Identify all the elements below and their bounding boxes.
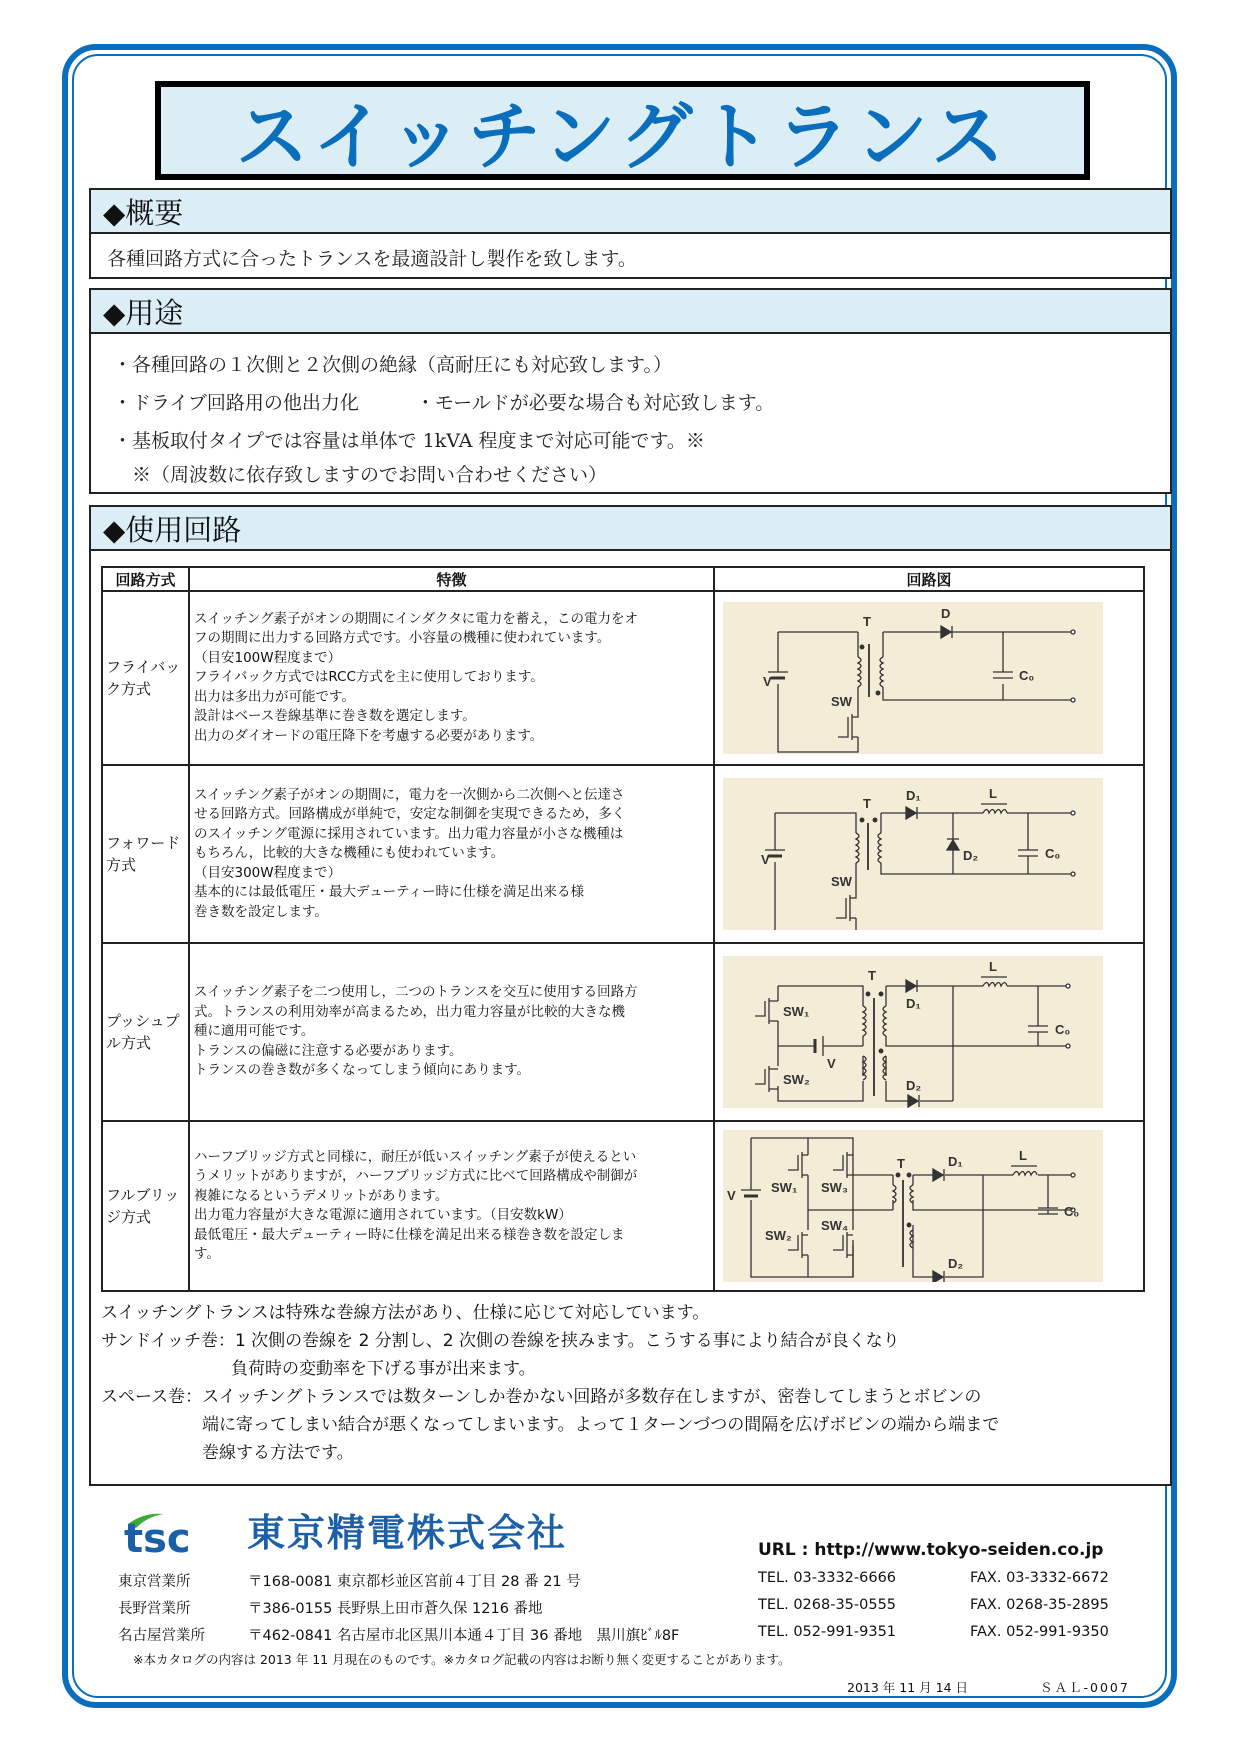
diode-d1-symbol xyxy=(906,980,917,992)
label-D: D xyxy=(941,606,951,621)
label-V: V xyxy=(763,674,772,689)
forward-circuit-diagram xyxy=(723,778,1103,930)
company-url-link[interactable]: URL : http://www.tokyo-seiden.co.jp xyxy=(758,1540,1104,1560)
feature-line: せる回路方式。回路構成が単純で，安定な制御を実現できるため，多く xyxy=(194,806,626,823)
mosfet-sw1-symbol xyxy=(755,998,778,1024)
note-line: 端に寄ってしまい結合が悪くなってしまいます。よって１ターンづつの間隔を広げボビンの端から端まで xyxy=(202,1415,1000,1435)
method-cell: プッシュプル方式 xyxy=(102,943,189,1121)
feature-line: す。 xyxy=(194,1246,220,1262)
diagram-cell xyxy=(714,765,1144,943)
label-SW2: SW₂ xyxy=(783,1072,810,1087)
features-cell xyxy=(189,591,714,765)
output-terminal xyxy=(1071,811,1075,815)
feature-line: スイッチング素子を二つ使用し，二つのトランスを交互に使用する回路方 xyxy=(194,984,638,1001)
winding-notes xyxy=(101,1299,999,1467)
label-Co: C₀ xyxy=(1064,1204,1080,1219)
logo-text: tsc xyxy=(124,1516,191,1554)
label-L: L xyxy=(1019,1148,1027,1163)
label-L: L xyxy=(989,959,997,974)
table-row-forward xyxy=(102,765,1144,943)
inductor-symbol xyxy=(981,804,1007,813)
diode-d1-symbol xyxy=(906,807,917,819)
office-name: 東京営業所 xyxy=(118,1574,191,1590)
method-cell: フルブリッジ方式 xyxy=(102,1121,189,1291)
mosfet-sw3-symbol xyxy=(833,1152,853,1178)
table-header-row xyxy=(102,567,1144,591)
transformer-symbol xyxy=(856,818,881,870)
wiring xyxy=(778,986,1071,1101)
title-box xyxy=(155,81,1090,180)
feature-line: 種に適用可能です。 xyxy=(194,1023,315,1040)
method-cell: フォワード方式 xyxy=(102,765,189,943)
company-name: 東京精電株式会社 xyxy=(247,1511,568,1555)
diagram-cell xyxy=(714,591,1144,765)
office-fax: FAX. 052-991-9350 xyxy=(970,1624,1109,1640)
label-SW1: SW₁ xyxy=(783,1004,810,1019)
wiring xyxy=(778,632,1073,752)
label-SW3: SW₃ xyxy=(821,1180,848,1195)
catalog-disclaimer: ※本カタログの内容は 2013 年 11 月現在のものです。※カタログ記載の内容はお断り無く変更することがあります。 xyxy=(133,1652,791,1667)
method-cell: フライバック方式 xyxy=(102,591,189,765)
transformer-symbol xyxy=(893,1173,913,1267)
table-row-flyback xyxy=(102,591,1144,765)
uses-heading: ◆用途 xyxy=(89,288,1172,334)
feature-line: （目安300W程度まで） xyxy=(194,864,342,881)
battery-symbol xyxy=(741,1190,761,1196)
note-line: スペース巻：スイッチングトランスでは数ターンしか巻かない回路が多数存在しますが、密巻してしまうとボビンの xyxy=(101,1387,982,1407)
label-SW4: SW₄ xyxy=(821,1218,849,1233)
diode-d2-symbol xyxy=(933,1271,944,1282)
feature-line: スイッチング素子がオンの期間にインダクタに電力を蓄え，この電力をオ xyxy=(194,610,639,627)
feature-line: （目安100W程度まで） xyxy=(194,649,342,666)
uses-line: ・各種回路の１次側と２次側の絶縁（高耐圧にも対応致します。） xyxy=(113,354,672,376)
office-fax: FAX. 0268-35-2895 xyxy=(970,1597,1109,1613)
output-terminal xyxy=(1071,630,1075,634)
wiring xyxy=(775,813,1073,930)
mosfet-sw1-symbol xyxy=(788,1152,808,1178)
note-line: 巻線する方法です。 xyxy=(202,1443,354,1463)
feature-line: トランスの巻き数が多くなってしまう傾向にあります。 xyxy=(194,1062,531,1079)
uses-body xyxy=(89,334,1172,494)
feature-line: うメリットがありますが，ハーフブリッジ方式に比べて回路構成や制御が xyxy=(194,1168,638,1184)
overview-heading: ◆概要 xyxy=(89,188,1172,234)
battery-symbol xyxy=(815,1036,823,1056)
label-D1: D₁ xyxy=(906,996,921,1011)
feature-line: ハーフブリッジ方式と同様に，耐圧が低いスイッチング素子が使えるとい xyxy=(194,1148,637,1165)
label-T: T xyxy=(868,968,876,983)
diode-d2-symbol xyxy=(947,839,959,850)
label-T: T xyxy=(897,1156,905,1171)
column-header-diagram: 回路図 xyxy=(714,567,1144,591)
feature-line: 基本的には最低電圧・最大デューティー時に仕様を満足出来る様 xyxy=(194,884,585,901)
inductor-symbol xyxy=(981,977,1007,986)
label-SW: SW xyxy=(831,694,852,709)
office-name: 長野営業所 xyxy=(118,1601,191,1617)
uses-line: ・ドライブ回路用の他出力化 ・モールドが必要な場合も対応致します。 xyxy=(113,392,775,414)
features-cell xyxy=(189,1121,714,1291)
office-tel: TEL. 0268-35-0555 xyxy=(758,1597,897,1613)
feature-line: もちろん，比較的大きな機種にも使われています。 xyxy=(194,845,505,862)
label-D2: D₂ xyxy=(948,1256,964,1271)
label-V: V xyxy=(827,1056,836,1071)
note-line: 負荷時の変動率を下げる事が出来ます。 xyxy=(231,1359,536,1379)
feature-line: 巻き数を設定します。 xyxy=(194,903,328,920)
feature-line: フライバック方式ではRCC方式を主に使用しております。 xyxy=(194,669,544,686)
fullbridge-circuit-diagram xyxy=(723,1130,1103,1282)
uses-line: ※（周波数に依存致しますのでお問い合わせください） xyxy=(113,464,608,486)
transformer-symbol xyxy=(858,644,883,697)
company-logo xyxy=(122,1510,218,1554)
note-line: スイッチングトランスは特殊な巻線方法があり、仕様に応じて対応しています。 xyxy=(101,1303,710,1323)
label-Co: C₀ xyxy=(1055,1022,1071,1037)
feature-line: 設計はベース巻線基準に巻き数を選定します。 xyxy=(194,708,476,725)
table-row-pushpull xyxy=(102,943,1144,1121)
office-name: 名古屋営業所 xyxy=(118,1628,205,1644)
feature-line: 複雑になるというデメリットがあります。 xyxy=(194,1187,449,1204)
label-D1: D₁ xyxy=(948,1154,963,1169)
transformer-symbol xyxy=(863,992,886,1096)
office-address: 〒168-0081 東京都杉並区宮前４丁目 28 番 21 号 xyxy=(248,1574,581,1590)
uses-line: ・基板取付タイプでは容量は単体で 1kVA 程度まで対応可能です。※ xyxy=(113,430,705,452)
inductor-symbol xyxy=(1011,1166,1037,1175)
office-address: 〒386-0155 長野県上田市蒼久保 1216 番地 xyxy=(248,1601,543,1617)
label-L: L xyxy=(989,786,997,801)
label-D2: D₂ xyxy=(906,1078,922,1093)
diode-d1-symbol xyxy=(933,1169,944,1181)
label-V: V xyxy=(727,1188,736,1203)
feature-line: 出力は多出力が可能です。 xyxy=(194,688,355,705)
label-T: T xyxy=(863,796,871,811)
feature-line: スイッチング素子がオンの期間に，電力を一次側から二次側へと伝達さ xyxy=(194,786,625,803)
output-terminal xyxy=(1071,1173,1075,1177)
label-V: V xyxy=(761,852,770,867)
column-header-features: 特徴 xyxy=(189,567,714,591)
feature-line: フの期間に出力する回路方式です。小容量の機種に使われています。 xyxy=(194,630,611,647)
overview-body xyxy=(89,234,1172,279)
feature-line: 最低電圧・最大デューティー時に仕様を満足出来る様巻き数を設定しま xyxy=(194,1226,625,1243)
feature-line: 出力電力容量が大きな電源に適用されています。（目安数kW） xyxy=(194,1207,572,1223)
capacitor-symbol xyxy=(1018,850,1038,856)
page-title: スイッチングトランス xyxy=(235,93,1010,180)
diagram-cell xyxy=(714,943,1144,1121)
feature-line: のスイッチング電源に採用されています。出力電力容量が小さな機種は xyxy=(194,825,624,842)
mosfet-sw4-symbol xyxy=(833,1232,853,1258)
label-D1: D₁ xyxy=(906,788,921,803)
label-Co: C₀ xyxy=(1045,846,1061,861)
capacitor-symbol xyxy=(1028,1026,1048,1032)
output-terminal xyxy=(1066,1044,1070,1048)
pushpull-circuit-diagram xyxy=(723,956,1103,1108)
output-terminal xyxy=(1066,984,1070,988)
label-T: T xyxy=(863,614,871,629)
document-date: 2013 年 11 月 14 日 xyxy=(847,1680,968,1695)
diode-d2-symbol xyxy=(908,1095,919,1107)
office-tel: TEL. 03-3332-6666 xyxy=(758,1570,897,1586)
mosfet-sw2-symbol xyxy=(755,1066,778,1092)
features-cell xyxy=(189,943,714,1121)
capacitor-symbol xyxy=(993,672,1013,678)
circuit-table xyxy=(101,566,1145,1292)
output-terminal xyxy=(1071,872,1075,876)
feature-line: 出力のダイオードの電圧降下を考慮する必要があります。 xyxy=(194,727,544,744)
table-row-fullbridge xyxy=(102,1121,1144,1291)
label-Co: C₀ xyxy=(1019,668,1035,683)
column-header-method: 回路方式 xyxy=(102,567,189,591)
mosfet-symbol xyxy=(838,707,858,740)
diode-symbol xyxy=(941,626,952,638)
label-SW1: SW₁ xyxy=(771,1180,798,1195)
label-SW: SW xyxy=(831,874,852,889)
document-code: ＳＡＬ-0007 xyxy=(1040,1680,1130,1695)
output-terminal xyxy=(1071,698,1075,702)
office-fax: FAX. 03-3332-6672 xyxy=(970,1570,1109,1586)
circuits-heading: ◆使用回路 xyxy=(89,505,1172,551)
diagram-cell xyxy=(714,1121,1144,1291)
overview-text: 各種回路方式に合ったトランスを最適設計し製作を致します。 xyxy=(107,248,637,270)
flyback-circuit-diagram xyxy=(723,602,1103,754)
label-D2: D₂ xyxy=(963,848,979,863)
note-line: サンドイッチ巻：1 次側の巻線を 2 分割し、2 次側の巻線を挟みます。こうする事により結合が良くなり xyxy=(101,1331,900,1351)
feature-line: トランスの偏磁に注意する必要があります。 xyxy=(194,1042,463,1059)
label-SW2: SW₂ xyxy=(765,1228,792,1243)
office-tel: TEL. 052-991-9351 xyxy=(758,1624,897,1640)
feature-line: 式。トランスの利用効率が高まるため，出力電力容量が比較的大きな機 xyxy=(194,1003,626,1020)
office-address: 〒462-0841 名古屋市北区黒川本通４丁目 36 番地 黒川旗ﾋﾞﾙ8F xyxy=(248,1628,680,1644)
features-cell xyxy=(189,765,714,943)
